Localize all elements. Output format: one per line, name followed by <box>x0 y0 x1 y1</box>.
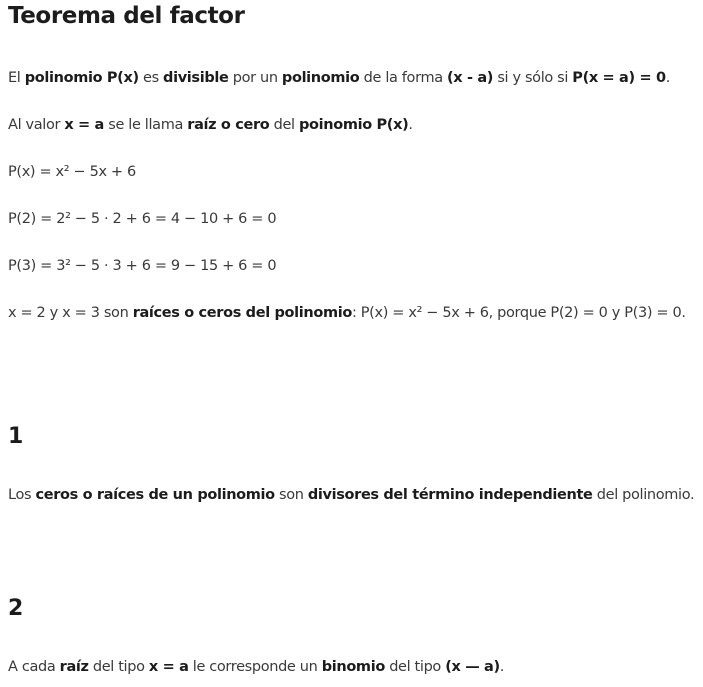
bold-text: (x — a) <box>445 659 500 675</box>
section-number-1: 1 <box>8 424 24 449</box>
bold-text: P(x = a) = 0 <box>572 70 666 86</box>
text: . <box>408 117 413 133</box>
text: de la forma <box>359 70 448 86</box>
bold-text: x = a <box>64 117 104 133</box>
bold-text: polinomio P(x) <box>24 70 139 86</box>
text: : P(x) = x² − 5x + 6, porque P(2) = 0 y P(3) = 0. <box>351 305 686 321</box>
text: son <box>274 487 308 503</box>
text: si y sólo si <box>493 70 573 86</box>
bold-text: x = a <box>148 659 189 675</box>
text: del tipo <box>88 659 149 675</box>
text: . <box>665 70 670 86</box>
text: . <box>499 659 505 675</box>
text: Al valor <box>8 117 65 133</box>
bold-text: (x - a) <box>447 70 494 86</box>
bold-text: polinomio <box>281 70 360 86</box>
equation-p2: P(2) = 2² − 5 · 2 + 6 = 4 − 10 + 6 = 0 <box>8 211 277 227</box>
bold-text: poinomio P(x) <box>299 117 409 133</box>
page-title: Teorema del factor <box>8 3 245 29</box>
text: por un <box>228 70 282 86</box>
text: es <box>138 70 164 86</box>
paragraph-roots-conclusion <box>8 295 686 332</box>
paragraph-section-1 <box>8 477 698 514</box>
text: le corresponde un <box>188 659 322 675</box>
text: x = 2 y x = 3 son <box>8 305 133 321</box>
text: del <box>269 117 299 133</box>
text: El <box>8 70 25 86</box>
paragraph-root-definition <box>8 107 413 144</box>
bold-text: binomio <box>321 659 385 675</box>
text: del polinomio. <box>592 487 695 503</box>
text: del tipo <box>384 659 446 675</box>
equation-polynomial: P(x) = x² − 5x + 6 <box>8 164 136 180</box>
bold-text: ceros o raíces de un polinomio <box>35 487 275 503</box>
bold-text: raíz o cero <box>187 117 270 133</box>
text: A cada <box>8 659 60 675</box>
text: se le llama <box>104 117 188 133</box>
section-number-2: 2 <box>8 596 24 621</box>
bold-text: raíces o ceros del polinomio <box>132 305 352 321</box>
bold-text: divisible <box>163 70 229 86</box>
equation-p3: P(3) = 3² − 5 · 3 + 6 = 9 − 15 + 6 = 0 <box>8 258 277 274</box>
bold-text: raíz <box>59 659 89 675</box>
paragraph-definition <box>8 60 670 97</box>
bold-text: divisores del término independiente <box>307 487 593 503</box>
text: Los <box>8 487 36 503</box>
paragraph-section-2 <box>8 649 504 686</box>
